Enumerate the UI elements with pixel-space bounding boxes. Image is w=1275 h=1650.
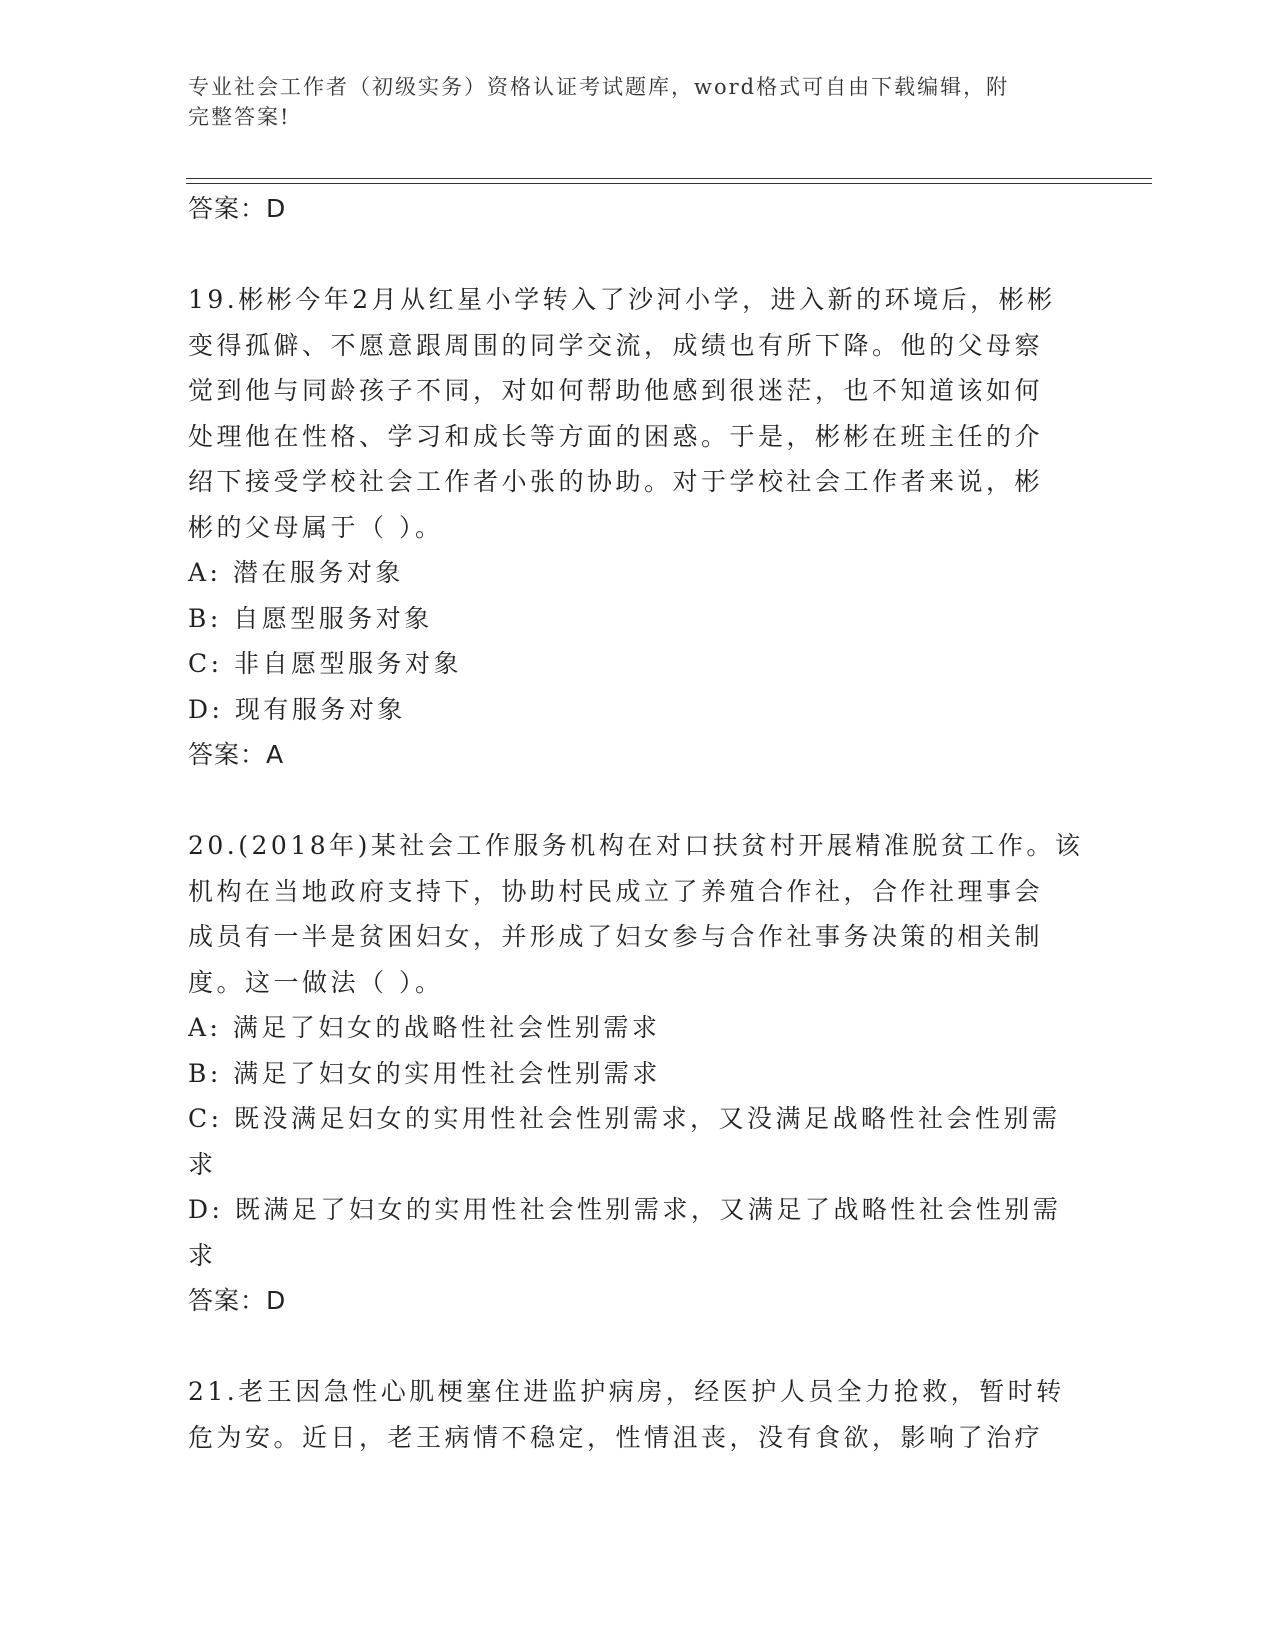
question-19-text-line: 变得孤僻、不愿意跟周围的同学交流，成绩也有所下降。他的父母察: [188, 330, 1044, 360]
header-line-1: 专业社会工作者（初级实务）资格认证考试题库，word格式可自由下载编辑，附: [188, 75, 1010, 99]
question-21-text-line: 21.老王因急性心肌梗塞住进监护病房，经医护人员全力抢救，暂时转: [188, 1377, 1065, 1406]
previous-answer: 答案：D: [188, 194, 287, 223]
question-20-option-c: C: 既没满足妇女的实用性社会性别需求，又没满足战略性社会性别需: [188, 1104, 1061, 1133]
question-19-option-a: A: 潜在服务对象: [188, 558, 404, 587]
question-20-option-c-cont: 求: [188, 1149, 217, 1179]
question-20-text-line: 度。这一做法（ ）。: [188, 967, 444, 997]
question-19-option-d: D: 现有服务对象: [188, 694, 406, 724]
question-20-text-line: 20.(2018年)某社会工作服务机构在对口扶贫村开展精准脱贫工作。该: [188, 831, 1084, 860]
question-20-answer: 答案：D: [188, 1286, 287, 1315]
question-20-option-d-cont: 求: [188, 1240, 217, 1270]
spacer: [188, 778, 1088, 824]
document-header: [188, 72, 1068, 132]
question-19-text-line: 绍下接受学校社会工作者小张的协助。对于学校社会工作者来说，彬: [188, 467, 1044, 496]
question-20-text-line: 机构在当地政府支持下，协助村民成立了养殖合作社，合作社理事会: [188, 876, 1044, 906]
question-19: [188, 277, 1088, 778]
question-19-answer: 答案：A: [188, 740, 285, 769]
question-21-text-line: 危为安。近日，老王病情不稳定，性情沮丧，没有食欲，影响了治疗: [188, 1422, 1044, 1452]
document-body: [188, 186, 1088, 1460]
header-divider-bottom: [186, 183, 1152, 184]
question-19-text-line: 彬的父母属于（ ）。: [188, 512, 444, 542]
question-19-option-b: B: 自愿型服务对象: [188, 603, 433, 633]
question-19-text-line: 19.彬彬今年2月从红星小学转入了沙河小学，进入新的环境后，彬彬: [188, 285, 1056, 314]
header-line-2: 完整答案!: [188, 105, 291, 129]
question-20: [188, 823, 1088, 1324]
question-20-option-a: A: 满足了妇女的战略性社会性别需求: [188, 1013, 661, 1042]
question-19-text-line: 觉到他与同龄孩子不同，对如何帮助他感到很迷茫，也不知道该如何: [188, 376, 1044, 405]
header-divider-top: [186, 178, 1152, 179]
question-20-option-b: B: 满足了妇女的实用性社会性别需求: [188, 1058, 661, 1088]
question-20-option-d: D: 既满足了妇女的实用性社会性别需求，又满足了战略性社会性别需: [188, 1195, 1062, 1224]
question-20-text-line: 成员有一半是贫困妇女，并形成了妇女参与合作社事务决策的相关制: [188, 922, 1044, 951]
spacer: [188, 1324, 1088, 1370]
spacer: [188, 232, 1088, 278]
question-19-text-line: 处理他在性格、学习和成长等方面的困惑。于是，彬彬在班主任的介: [188, 421, 1044, 451]
question-19-option-c: C: 非自愿型服务对象: [188, 649, 462, 678]
question-21: [188, 1369, 1088, 1460]
